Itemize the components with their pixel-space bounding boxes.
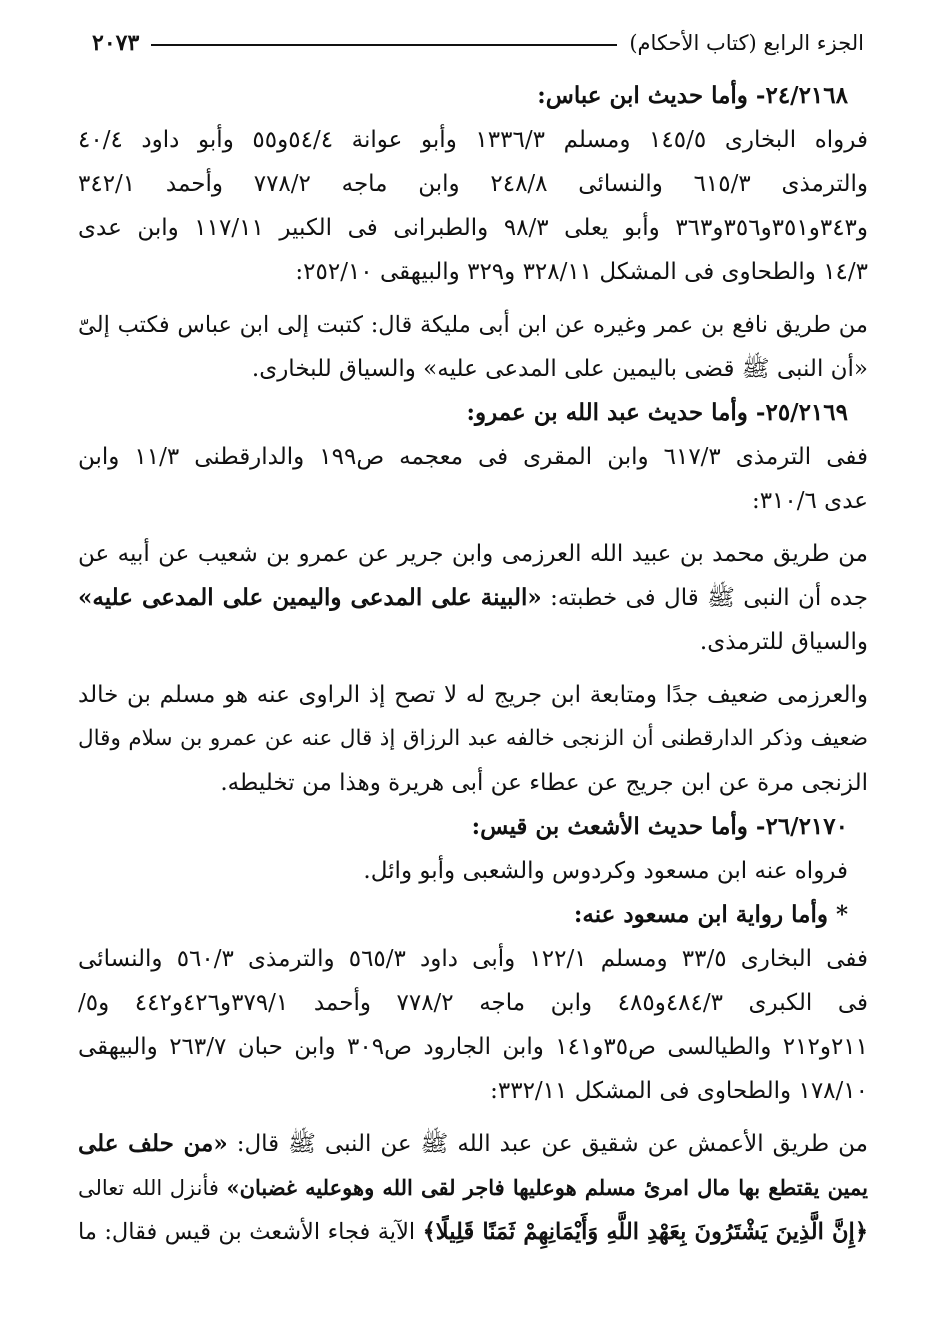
text-line: من طريق محمد بن عبيد الله العرزمى وابن جرير عن عمرو بن شعيب عن أبيه عن <box>78 541 868 567</box>
text-line: فرواه عنه ابن مسعود وكردوس والشعبى وأبو وائل. <box>363 858 848 884</box>
text-line <box>78 576 868 620</box>
text-line: فى الكبرى ٤٨٤/٣و٤٨٥ وابن ماجه ٧٧٨/٢ وأحمد ٣٧٩/١و٤٢٦و٤٤٢ و٥/ <box>78 990 868 1016</box>
text-run: من طريق الأعمش عن شقيق عن عبد الله ﷺ عن النبى ﷺ قال: <box>236 1131 868 1157</box>
text-run: جده أن النبى ﷺ قال فى خطبته: <box>550 585 868 611</box>
text-line <box>78 1122 868 1166</box>
text-line: و٣٤٣و٣٥١و٣٥٦و٣٦٣ وأبو يعلى ٩٨/٣ والطبرانى فى الكبير ١١٧/١١ وابن عدى <box>78 215 868 241</box>
text-line <box>78 1210 868 1254</box>
text-line: من طريق نافع بن عمر وغيره عن ابن أبى مليكة قال: كتبت إلى ابن عباس فكتب إلىّ <box>78 312 868 338</box>
page-header <box>92 26 864 60</box>
text-line: والترمذى ٦١٥/٣ والنسائى ٢٤٨/٨ وابن ماجه ٧٧٨/٢ وأحمد ٣٤٢/١ <box>78 171 868 197</box>
text-run: الآية فجاء الأشعث بن قيس فقال: ما <box>78 1219 416 1245</box>
text-line: ٢١١و٢١٢ والطيالسى ص٣٥و١٤١ وابن الجارود ص٣٠٩ وابن حبان ٢٦٣/٧ والبيهقى <box>78 1034 868 1060</box>
text-line: ضعيف وذكر الدارقطنى أن الزنجى خالفه عبد الرزاق إذ قال عنه عن عمرو بن سلام وقال <box>78 726 868 751</box>
text-line: والسياق للترمذى. <box>699 629 868 655</box>
text-line: فرواه البخارى ١٤٥/٥ ومسلم ١٣٣٦/٣ وأبو عوانة ٥٤/٤و٥٥ وأبو داود ٤٠/٤ <box>78 127 868 153</box>
text-line: ١٧٨/١٠ والطحاوى فى المشكل ٣٣٢/١١: <box>490 1078 868 1104</box>
text-line: ففى البخارى ٣٣/٥ ومسلم ١٢٢/١ وأبى داود ٥٦٥/٣ والترمذى ٥٦٠/٣ والنسائى <box>78 946 868 972</box>
text-line: ففى الترمذى ٦١٧/٣ وابن المقرى فى معجمه ص١٩٩ والدارقطنى ١١/٣ وابن <box>78 444 868 470</box>
text-line: «أن النبى ﷺ قضى باليمين على المدعى عليه» والسياق للبخارى. <box>251 356 868 382</box>
hadith-quote: «من حلف على <box>78 1130 228 1157</box>
running-title: الجزء الرابع (كتاب الأحكام) <box>629 31 864 55</box>
text-line: ١٤/٣ والطحاوى فى المشكل ٣٢٨/١١ و٣٢٩ والبيهقى ٢٥٢/١٠: <box>295 259 868 285</box>
hadith-quote: «البينة على المدعى واليمين على المدعى عليه» <box>78 584 542 611</box>
text-line: والعرزمى ضعيف جدًا ومتابعة ابن جريج له لا تصح إذ الراوى عنه هو مسلم بن خالد <box>78 682 868 708</box>
section-heading: ٢٦/٢١٧٠- وأما حديث الأشعث بن قيس: <box>471 813 848 840</box>
hadith-quote: يمين يقتطع بها مال امرئ مسلم هوعليها فاجر لقى الله وهوعليه غضبان» <box>226 1175 868 1200</box>
sub-heading: * وأما رواية ابن مسعود عنه: <box>573 901 848 928</box>
quran-verse: ﴿إِنَّ الَّذِينَ يَشْتَرُونَ بِعَهْدِ اللَّهِ وَأَيْمَانِهِمْ ثَمَنًا قَلِيلًا﴾ <box>422 1219 868 1245</box>
section-heading: ٢٤/٢١٦٨- وأما حديث ابن عباس: <box>537 82 848 109</box>
section-heading: ٢٥/٢١٦٩- وأما حديث عبد الله بن عمرو: <box>466 399 848 426</box>
text-line: الزنجى مرة عن ابن جريج عن عطاء عن أبى هريرة وهذا من تخليطه. <box>220 770 868 796</box>
page-body <box>78 74 868 1254</box>
text-line: عدى ٣١٠/٦: <box>751 488 868 514</box>
text-line <box>78 1166 868 1210</box>
page-number: ٢٠٧٣ <box>92 30 140 56</box>
text-run: فأنزل الله تعالى <box>78 1176 219 1200</box>
header-rule <box>151 44 617 46</box>
